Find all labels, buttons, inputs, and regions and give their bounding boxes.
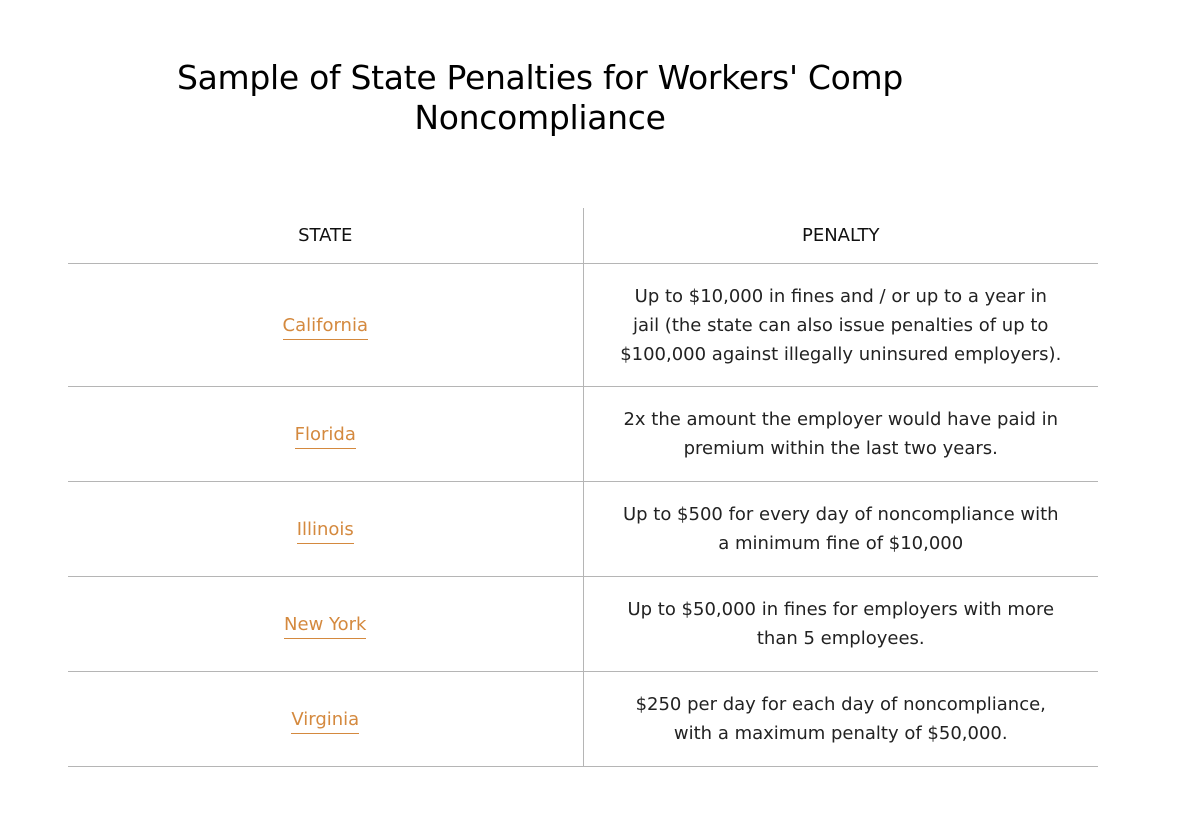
state-cell	[68, 264, 583, 387]
penalty-cell	[583, 672, 1098, 767]
penalty-text-line: jail (the state can also issue penalties of up to	[633, 314, 1049, 336]
penalty-text-line: Up to $50,000 in fines for employers with more	[627, 599, 1055, 620]
penalty-text-line: $250 per day for each day of noncompliance,	[635, 694, 1046, 715]
state-cell	[68, 387, 583, 482]
state-column-header: STATE	[68, 208, 583, 264]
penalty-cell	[583, 387, 1098, 482]
page-title: Sample of State Penalties for Workers' Comp Noncompliance	[176, 58, 904, 137]
penalty-text-line: Up to $500 for every day of noncompliance with	[622, 504, 1059, 525]
table-row	[68, 672, 1098, 767]
penalty-text-line: $100,000 against illegally uninsured employers).	[620, 343, 1062, 365]
state-link-florida[interactable]: Florida	[295, 424, 356, 449]
penalty-cell	[583, 264, 1098, 387]
penalty-text-line: with a maximum penalty of $50,000.	[673, 723, 1008, 744]
table-row	[68, 482, 1098, 577]
penalty-text-line: a minimum fine of $10,000	[718, 533, 964, 554]
state-link-new-york[interactable]: New York	[284, 614, 366, 639]
penalty-text-line: premium within the last two years.	[683, 438, 998, 459]
penalty-text-line: 2x the amount the employer would have paid in	[623, 409, 1059, 430]
state-link-california[interactable]: California	[283, 315, 368, 340]
state-cell	[68, 482, 583, 577]
state-link-illinois[interactable]: Illinois	[297, 519, 354, 544]
penalty-cell	[583, 577, 1098, 672]
penalty-text-line: Up to $10,000 in fines and / or up to a year in	[634, 285, 1047, 307]
state-cell	[68, 672, 583, 767]
table-row	[68, 577, 1098, 672]
table-row	[68, 264, 1098, 387]
state-cell	[68, 577, 583, 672]
table-row	[68, 387, 1098, 482]
table-header-row	[68, 208, 1098, 264]
state-link-virginia[interactable]: Virginia	[291, 709, 359, 734]
penalty-text-line: than 5 employees.	[756, 628, 925, 649]
penalty-table	[68, 208, 1098, 767]
penalty-cell	[583, 482, 1098, 577]
penalty-column-header: PENALTY	[583, 208, 1098, 264]
